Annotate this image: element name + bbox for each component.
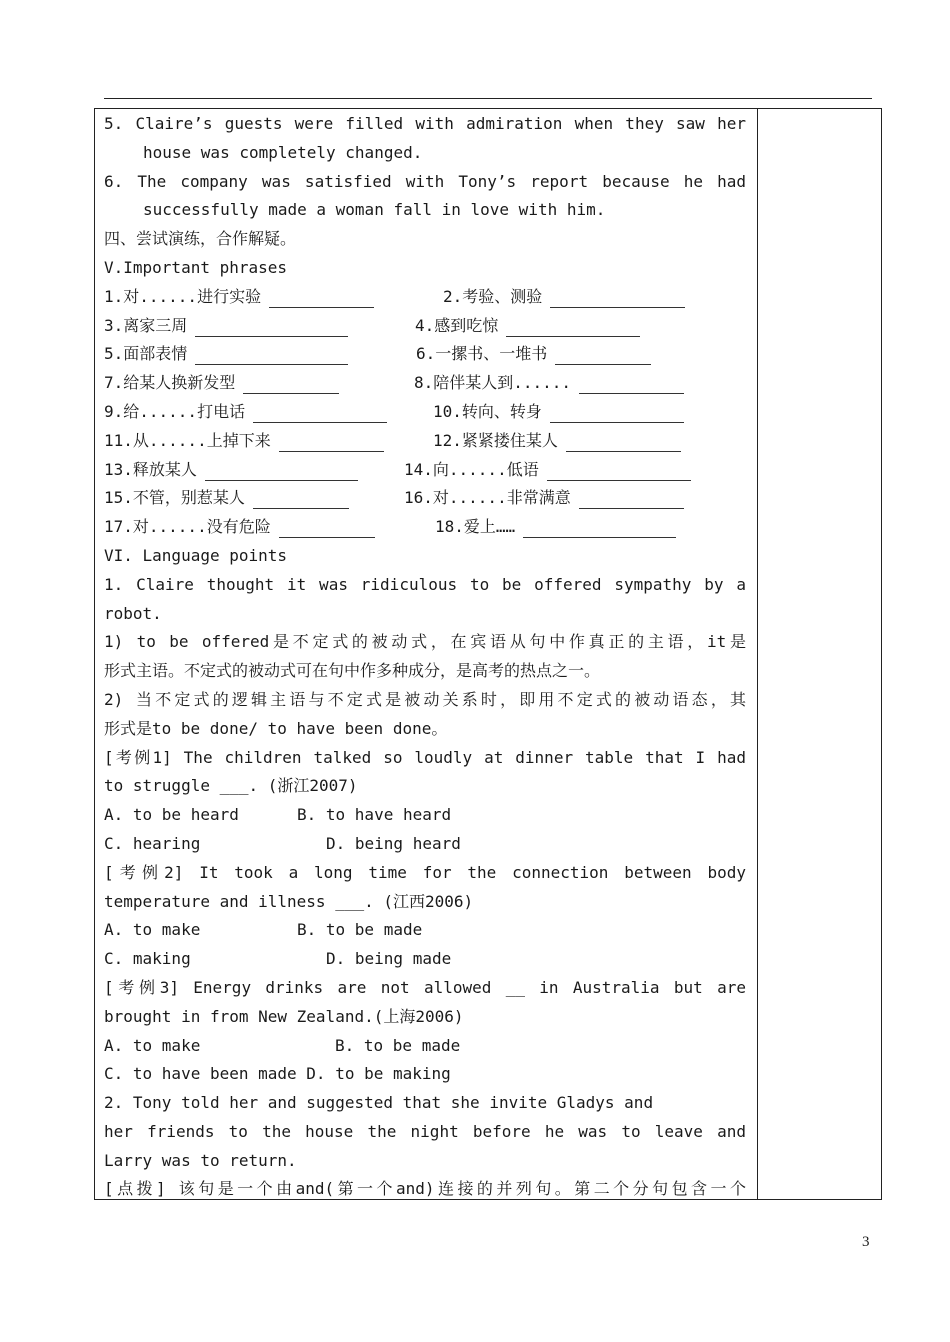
- option-a: A. to make: [104, 920, 201, 940]
- note-2-line-2: 形式是to be done/ to have been done。: [104, 718, 448, 738]
- option-d: D. being heard: [326, 833, 461, 853]
- phrase-left: 15.不管，别惹某人: [104, 484, 404, 513]
- option-b: B. to have heard: [297, 805, 452, 825]
- answer-blank: [506, 336, 640, 337]
- option-a: A. to make: [104, 1035, 201, 1055]
- answer-blank: [550, 307, 685, 308]
- section-five-heading: V.Important phrases: [104, 257, 288, 277]
- answer-blank: [579, 508, 684, 509]
- answer-blank: [195, 336, 348, 337]
- phrase-right: 18.爱上……: [435, 513, 676, 542]
- language-point-1-line-1: 1. Claire thought it was ridiculous to be offered sympathy by a: [104, 574, 746, 594]
- phrase-right: 14.向......低语: [404, 456, 691, 485]
- answer-blank: [243, 393, 339, 394]
- phrase-row: [104, 456, 746, 485]
- phrase-right: 6.一摞书、一堆书: [416, 340, 651, 369]
- phrase-left: 3.离家三周: [104, 312, 415, 341]
- option-a: A. to be heard: [104, 805, 239, 825]
- note-1-line-2: 形式主语。不定式的被动式可在句中作多种成分，是高考的热点之一。: [104, 661, 601, 681]
- option-b: B. to be made: [335, 1035, 461, 1055]
- item-5-line-2: house was completely changed.: [143, 142, 423, 162]
- hint-line-1: [点拨] 该句是一个由and(第一个and)连接的并列句。第二个分句包含一个: [104, 1179, 746, 1199]
- section-four-heading: 四、尝试演练，合作解疑。: [104, 229, 297, 249]
- example-1-line-1: [考例1] The children talked so loudly at dinner table that I had: [104, 747, 746, 767]
- option-c: C. hearing: [104, 833, 201, 853]
- example-3-line-2: brought in from New Zealand.(上海2006): [104, 1006, 464, 1026]
- answer-blank: [205, 480, 358, 481]
- phrase-left: 1.对......进行实验: [104, 283, 443, 312]
- phrase-left: 17.对......没有危险: [104, 513, 435, 542]
- option-d: D. being made: [326, 949, 452, 969]
- answer-blank: [550, 422, 684, 423]
- note-1-line-1: 1) to be offered是不定式的被动式，在宾语从句中作真正的主语，it是: [104, 632, 746, 652]
- phrase-row: [104, 398, 746, 427]
- phrase-row: [104, 312, 746, 341]
- phrase-left: 11.从......上掉下来: [104, 427, 433, 456]
- answer-blank: [547, 480, 691, 481]
- example-2-line-2: temperature and illness ___. (江西2006): [104, 891, 474, 911]
- answer-blank: [195, 364, 348, 365]
- example-1-options-cd: [104, 830, 746, 859]
- phrase-left: 13.释放某人: [104, 456, 404, 485]
- answer-blank: [523, 537, 676, 538]
- example-2-options-cd: [104, 945, 746, 974]
- table-column-divider: [757, 108, 758, 1200]
- answer-blank: [579, 393, 684, 394]
- item-6-line-1: 6. The company was satisfied with Tony’s report because he had: [104, 171, 746, 191]
- phrase-row: [104, 283, 746, 312]
- language-point-2-line-3: Larry was to return.: [104, 1150, 297, 1170]
- option-b: B. to be made: [297, 920, 423, 940]
- phrase-row: [104, 427, 746, 456]
- item-6-line-2: successfully made a woman fall in love with him.: [143, 200, 606, 220]
- phrase-left: 9.给......打电话: [104, 398, 433, 427]
- page-number: 3: [862, 1234, 870, 1250]
- language-point-2-line-1: 2. Tony told her and suggested that she invite Gladys and: [104, 1093, 654, 1113]
- example-2-line-1: [考例2] It took a long time for the connection between body: [104, 862, 746, 882]
- example-1-line-2: to struggle ___. (浙江2007): [104, 776, 358, 796]
- answer-blank: [269, 307, 374, 308]
- language-point-2-line-2: her friends to the house the night before he was to leave and: [104, 1121, 746, 1141]
- note-2-line-1: 2) 当不定式的逻辑主语与不定式是被动关系时，即用不定式的被动语态，其: [104, 689, 746, 709]
- phrase-left: 7.给某人换新发型: [104, 369, 414, 398]
- example-1-options-ab: [104, 801, 746, 830]
- main-content: [104, 110, 746, 1204]
- phrase-right: 12.紧紧搂住某人: [433, 427, 681, 456]
- section-six-heading: VI. Language points: [104, 545, 288, 565]
- item-5-line-1: 5. Claire’s guests were filled with admiration when they saw her: [104, 114, 746, 133]
- phrase-right: 2.考验、测验: [443, 283, 685, 312]
- example-3-options-cd: C. to have been made D. to be making: [104, 1064, 451, 1084]
- example-3-line-1: [考例3] Energy drinks are not allowed __ in Australia but are: [104, 977, 746, 997]
- answer-blank: [253, 422, 387, 423]
- phrase-right: 8.陪伴某人到......: [414, 369, 684, 398]
- answer-blank: [279, 537, 375, 538]
- answer-blank: [555, 364, 651, 365]
- language-point-1-line-2: robot.: [104, 603, 162, 623]
- phrase-left: 5.面部表情: [104, 340, 416, 369]
- example-2-options-ab: [104, 916, 746, 945]
- phrase-right: 10.转向、转身: [433, 398, 684, 427]
- phrase-row: [104, 513, 746, 542]
- example-3-options-ab: [104, 1032, 746, 1061]
- phrase-row: [104, 340, 746, 369]
- phrase-row: [104, 369, 746, 398]
- option-c: C. making: [104, 949, 191, 969]
- header-rule: [104, 98, 872, 99]
- answer-blank: [566, 451, 681, 452]
- phrase-right: 16.对......非常满意: [404, 484, 684, 513]
- phrase-row: [104, 484, 746, 513]
- answer-blank: [279, 451, 384, 452]
- phrase-right: 4.感到吃惊: [415, 312, 640, 341]
- answer-blank: [253, 508, 349, 509]
